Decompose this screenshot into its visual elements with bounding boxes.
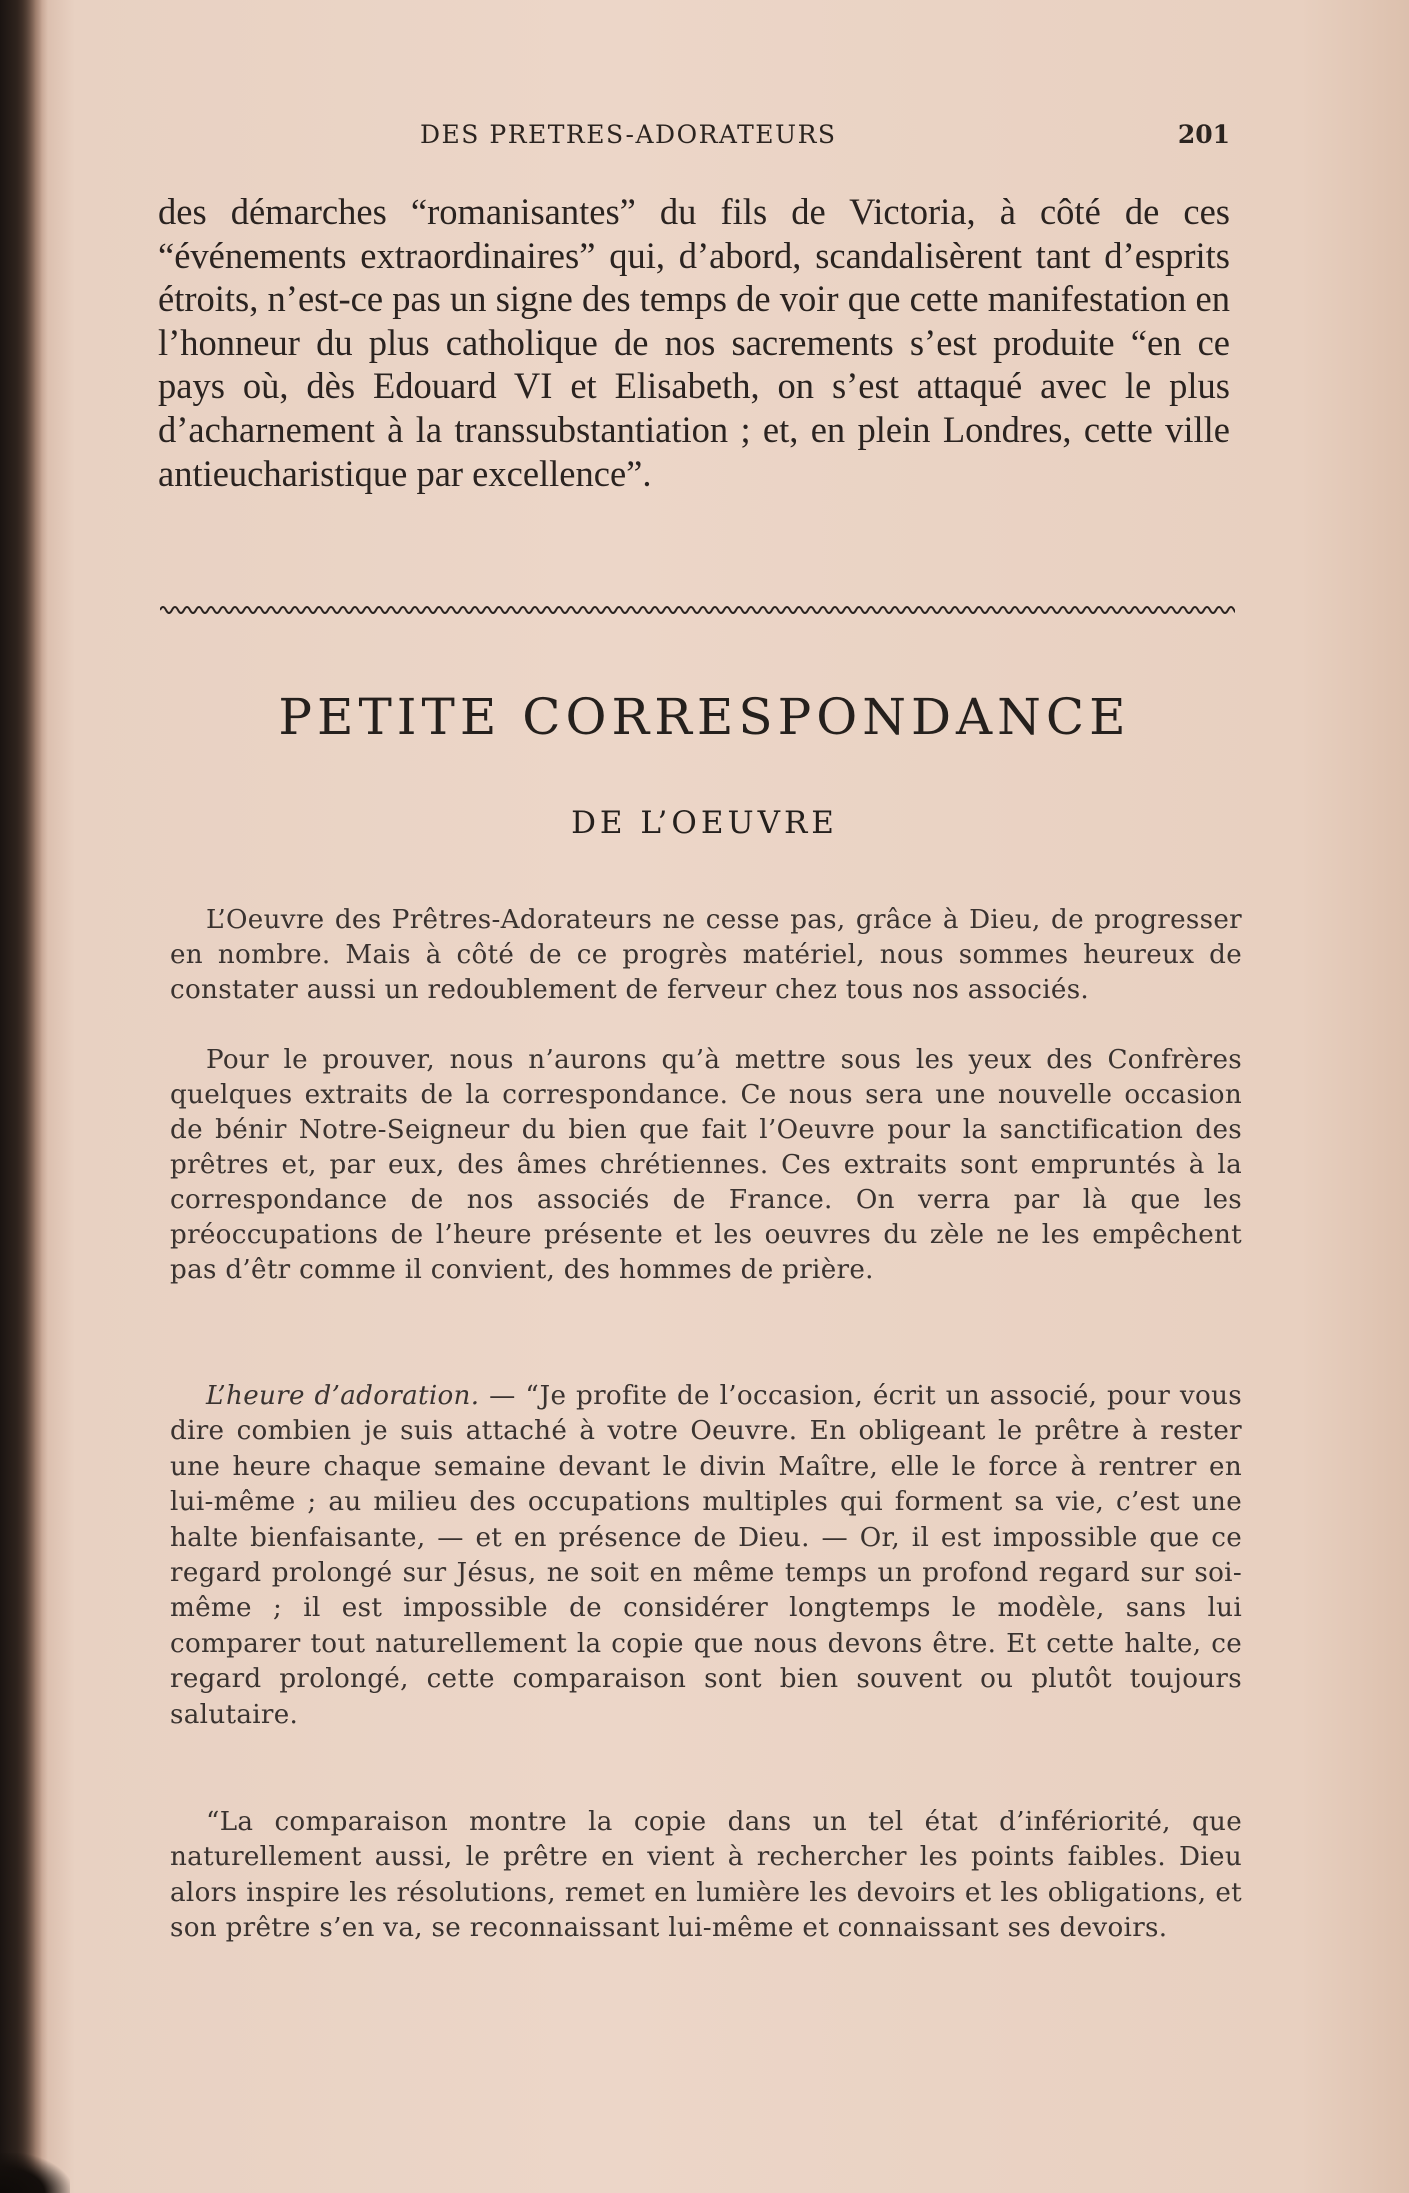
page-corner-shadow	[0, 2153, 70, 2193]
body-paragraph-2: Pour le prouver, nous n’aurons qu’à mettre sous les yeux des Confrères quelques extraits de la correspondance. Ce nous sera une nouvelle occasion de bénir Notre-Seigneur du bien que fait l’Oeuvre pour la sanctification des prêtres et, par eux, des âmes chrétiennes. Ces extraits sont empruntés à la correspondance de nos associés de France. On verra par là que les préoccupations de l’heure présente et les oeuvres du zèle ne les empêchent pas d’êtr comme il convient, des hommes de prière.	[170, 1045, 1242, 1285]
lead-paragraph: des démarches “romanisantes” du fils de Victoria, à côté de ces “événements extraordinaires” qui, d’abord, scandalisèrent tant d’esprits étroits, n’est-ce pas un signe des temps de voir que cette manifestation en l’honneur du plus catholique de nos sacrements s’est produite “en ce pays où, dès Edouard VI et Elisabeth, on s’est attaqué avec le plus d’acharnement à la transsubstantiation ; et, en plein Londres, cette ville antieucharistique par excellence”.	[158, 191, 1230, 494]
page-number: 201	[1177, 120, 1230, 149]
section-subheading: DE L’OEUVRE	[571, 805, 838, 841]
wavy-divider	[160, 600, 1235, 620]
running-header	[160, 120, 1230, 160]
body-paragraph-4: “La comparaison montre la copie dans un tel état d’infériorité, que naturellement aussi, le prêtre en vient à rechercher les points faibles. Dieu alors inspire les résolutions, remet en lumière les devoirs et les obligations, et son prêtre s’en va, se reconnaissant lui-même et connaissant ses devoirs.	[170, 1807, 1242, 1944]
running-title: DES PRETRES-ADORATEURS	[420, 120, 837, 149]
binding-gutter	[0, 0, 48, 2193]
body-paragraph-3	[170, 1379, 1242, 1733]
paragraph-3-text: — “Je profite de l’occasion, écrit un associé, pour vous dire combien je suis attaché à votre Oeuvre. En obligeant le prêtre à rester une heure chaque semaine devant le divin Maître, elle le force à rentrer en lui-même ; au milieu des occupations multiples qui forment sa vie, c’est une halte bienfaisante, — et en présence de Dieu. — Or, il est impossible que ce regard prolongé sur Jésus, ne soit en même temps un profond regard sur soi-même ; il est impossible de considérer longtemps le modèle, sans lui comparer tout naturellement la copie que nous devons être. Et cette halte, ce regard prolongé, cette comparaison sont bien souvent ou plutôt toujours salutaire.	[170, 1381, 1242, 1730]
paragraph-lead-in: L’heure d’adoration.	[206, 1381, 480, 1411]
section-heading: PETITE CORRESPONDANCE	[278, 688, 1131, 746]
body-paragraph-1: L’Oeuvre des Prêtres-Adorateurs ne cesse pas, grâce à Dieu, de progresser en nombre. Mais à côté de ce progrès matériel, nous sommes heureux de constater aussi un redoublement de ferveur chez tous nos associés.	[170, 905, 1242, 1005]
